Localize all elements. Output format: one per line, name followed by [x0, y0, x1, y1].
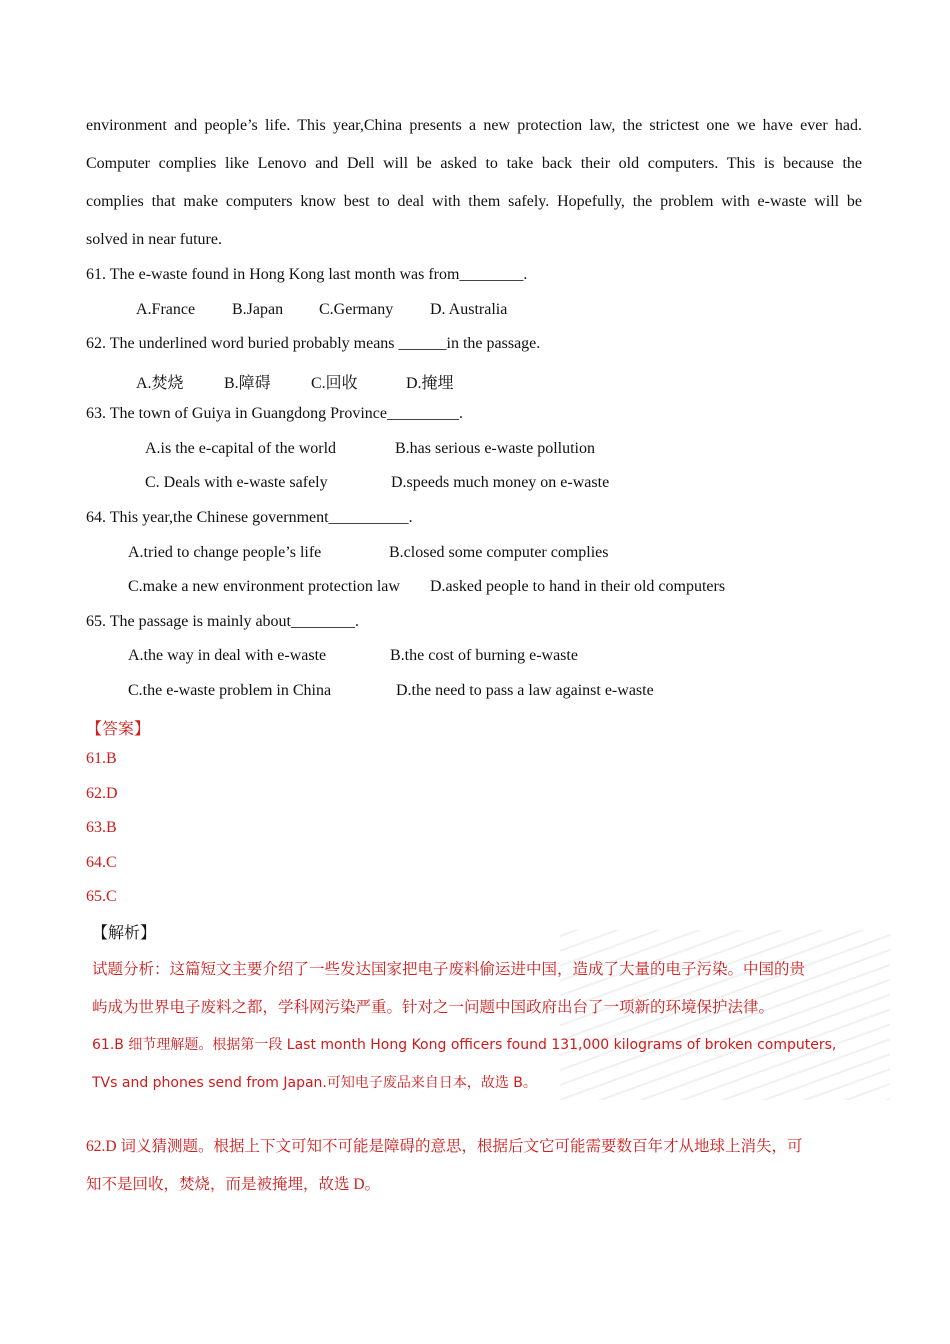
analysis-block	[92, 950, 882, 1102]
question-62-stem: 62. The underlined word buried probably means ______in the passage.	[86, 335, 541, 352]
question-65-stem: 65. The passage is mainly about________.	[86, 613, 359, 630]
q63-option-d: D.speeds much money on e-waste	[391, 474, 610, 491]
q62-option-d: D.掩埋	[406, 375, 454, 392]
analysis-heading	[92, 920, 156, 943]
q63-option-c: C. Deals with e-waste safely	[145, 474, 328, 491]
q65-option-b: B.the cost of burning e-waste	[390, 647, 578, 664]
analysis-line: 屿成为世界电子废料之都，学科网污染严重。针对之一问题中国政府出台了一项新的环境保护法律。	[92, 998, 775, 1016]
passage-line: Computer complies like Lenovo and Dell will be asked to take back their old computers. This is because the	[86, 155, 862, 172]
q64-option-b: B.closed some computer complies	[389, 544, 609, 561]
q65-option-d: D.the need to pass a law against e-waste	[396, 682, 654, 699]
answer-64: 64.C	[86, 854, 117, 871]
q61-option-a: A.France	[136, 301, 196, 318]
q61-option-d: D. Australia	[430, 301, 508, 318]
q62-option-c: C.回收	[311, 375, 358, 392]
q64-option-a: A.tried to change people’s life	[128, 544, 322, 561]
q61-option-b: B.Japan	[232, 301, 284, 318]
q62-option-a: A.焚烧	[136, 375, 184, 392]
analysis-line: 试题分析：这篇短文主要介绍了一些发达国家把电子废料偷运进中国，造成了大量的电子污染。中国的贵	[92, 960, 806, 978]
passage-paragraph	[86, 107, 862, 259]
analysis-line: TVs and phones send from Japan.可知电子废品来自日本，故选 B。	[92, 1075, 537, 1091]
question-61-stem: 61. The e-waste found in Hong Kong last month was from________.	[86, 266, 528, 283]
explanation-62-line: 62.D 词义猜测题。根据上下文可知不可能是障碍的意思，根据后文它可能需要数百年才从地球上消失，可	[86, 1138, 803, 1155]
q62-option-b: B.障碍	[224, 375, 271, 392]
question-63-stem: 63. The town of Guiya in Guangdong Province_________.	[86, 405, 463, 422]
q63-option-b: B.has serious e-waste pollution	[395, 440, 595, 457]
passage-line: solved in near future.	[86, 231, 222, 248]
passage-line: environment and people’s life. This year,China presents a new protection law, the strictest one we have ever had.	[86, 117, 862, 134]
q63-option-a: A.is the e-capital of the world	[145, 440, 337, 457]
analysis-line: 61.B 细节理解题。根据第一段 Last month Hong Kong officers found 131,000 kilograms of broken computers,	[92, 1037, 837, 1053]
q64-option-d: D.asked people to hand in their old computers	[430, 578, 726, 595]
question-64-stem: 64. This year,the Chinese government__________.	[86, 509, 413, 526]
explanation-62-line: 知不是回收，焚烧，而是被掩埋，故选 D。	[86, 1176, 381, 1193]
explanation-62	[86, 1128, 862, 1204]
q61-option-c: C.Germany	[319, 301, 394, 318]
answer-65: 65.C	[86, 888, 117, 905]
analysis-heading-text: 【解析】	[92, 925, 157, 942]
answer-61: 61.B	[86, 750, 117, 767]
q65-option-c: C.the e-waste problem in China	[128, 682, 332, 699]
answer-63: 63.B	[86, 819, 117, 836]
q65-option-a: A.the way in deal with e-waste	[128, 647, 327, 664]
answer-62: 62.D	[86, 785, 118, 802]
answer-heading: 【答案】	[86, 721, 151, 738]
q64-option-c: C.make a new environment protection law	[128, 578, 400, 595]
passage-line: complies that make computers know best to deal with them safely. Hopefully, the problem with e-waste will be	[86, 193, 862, 210]
